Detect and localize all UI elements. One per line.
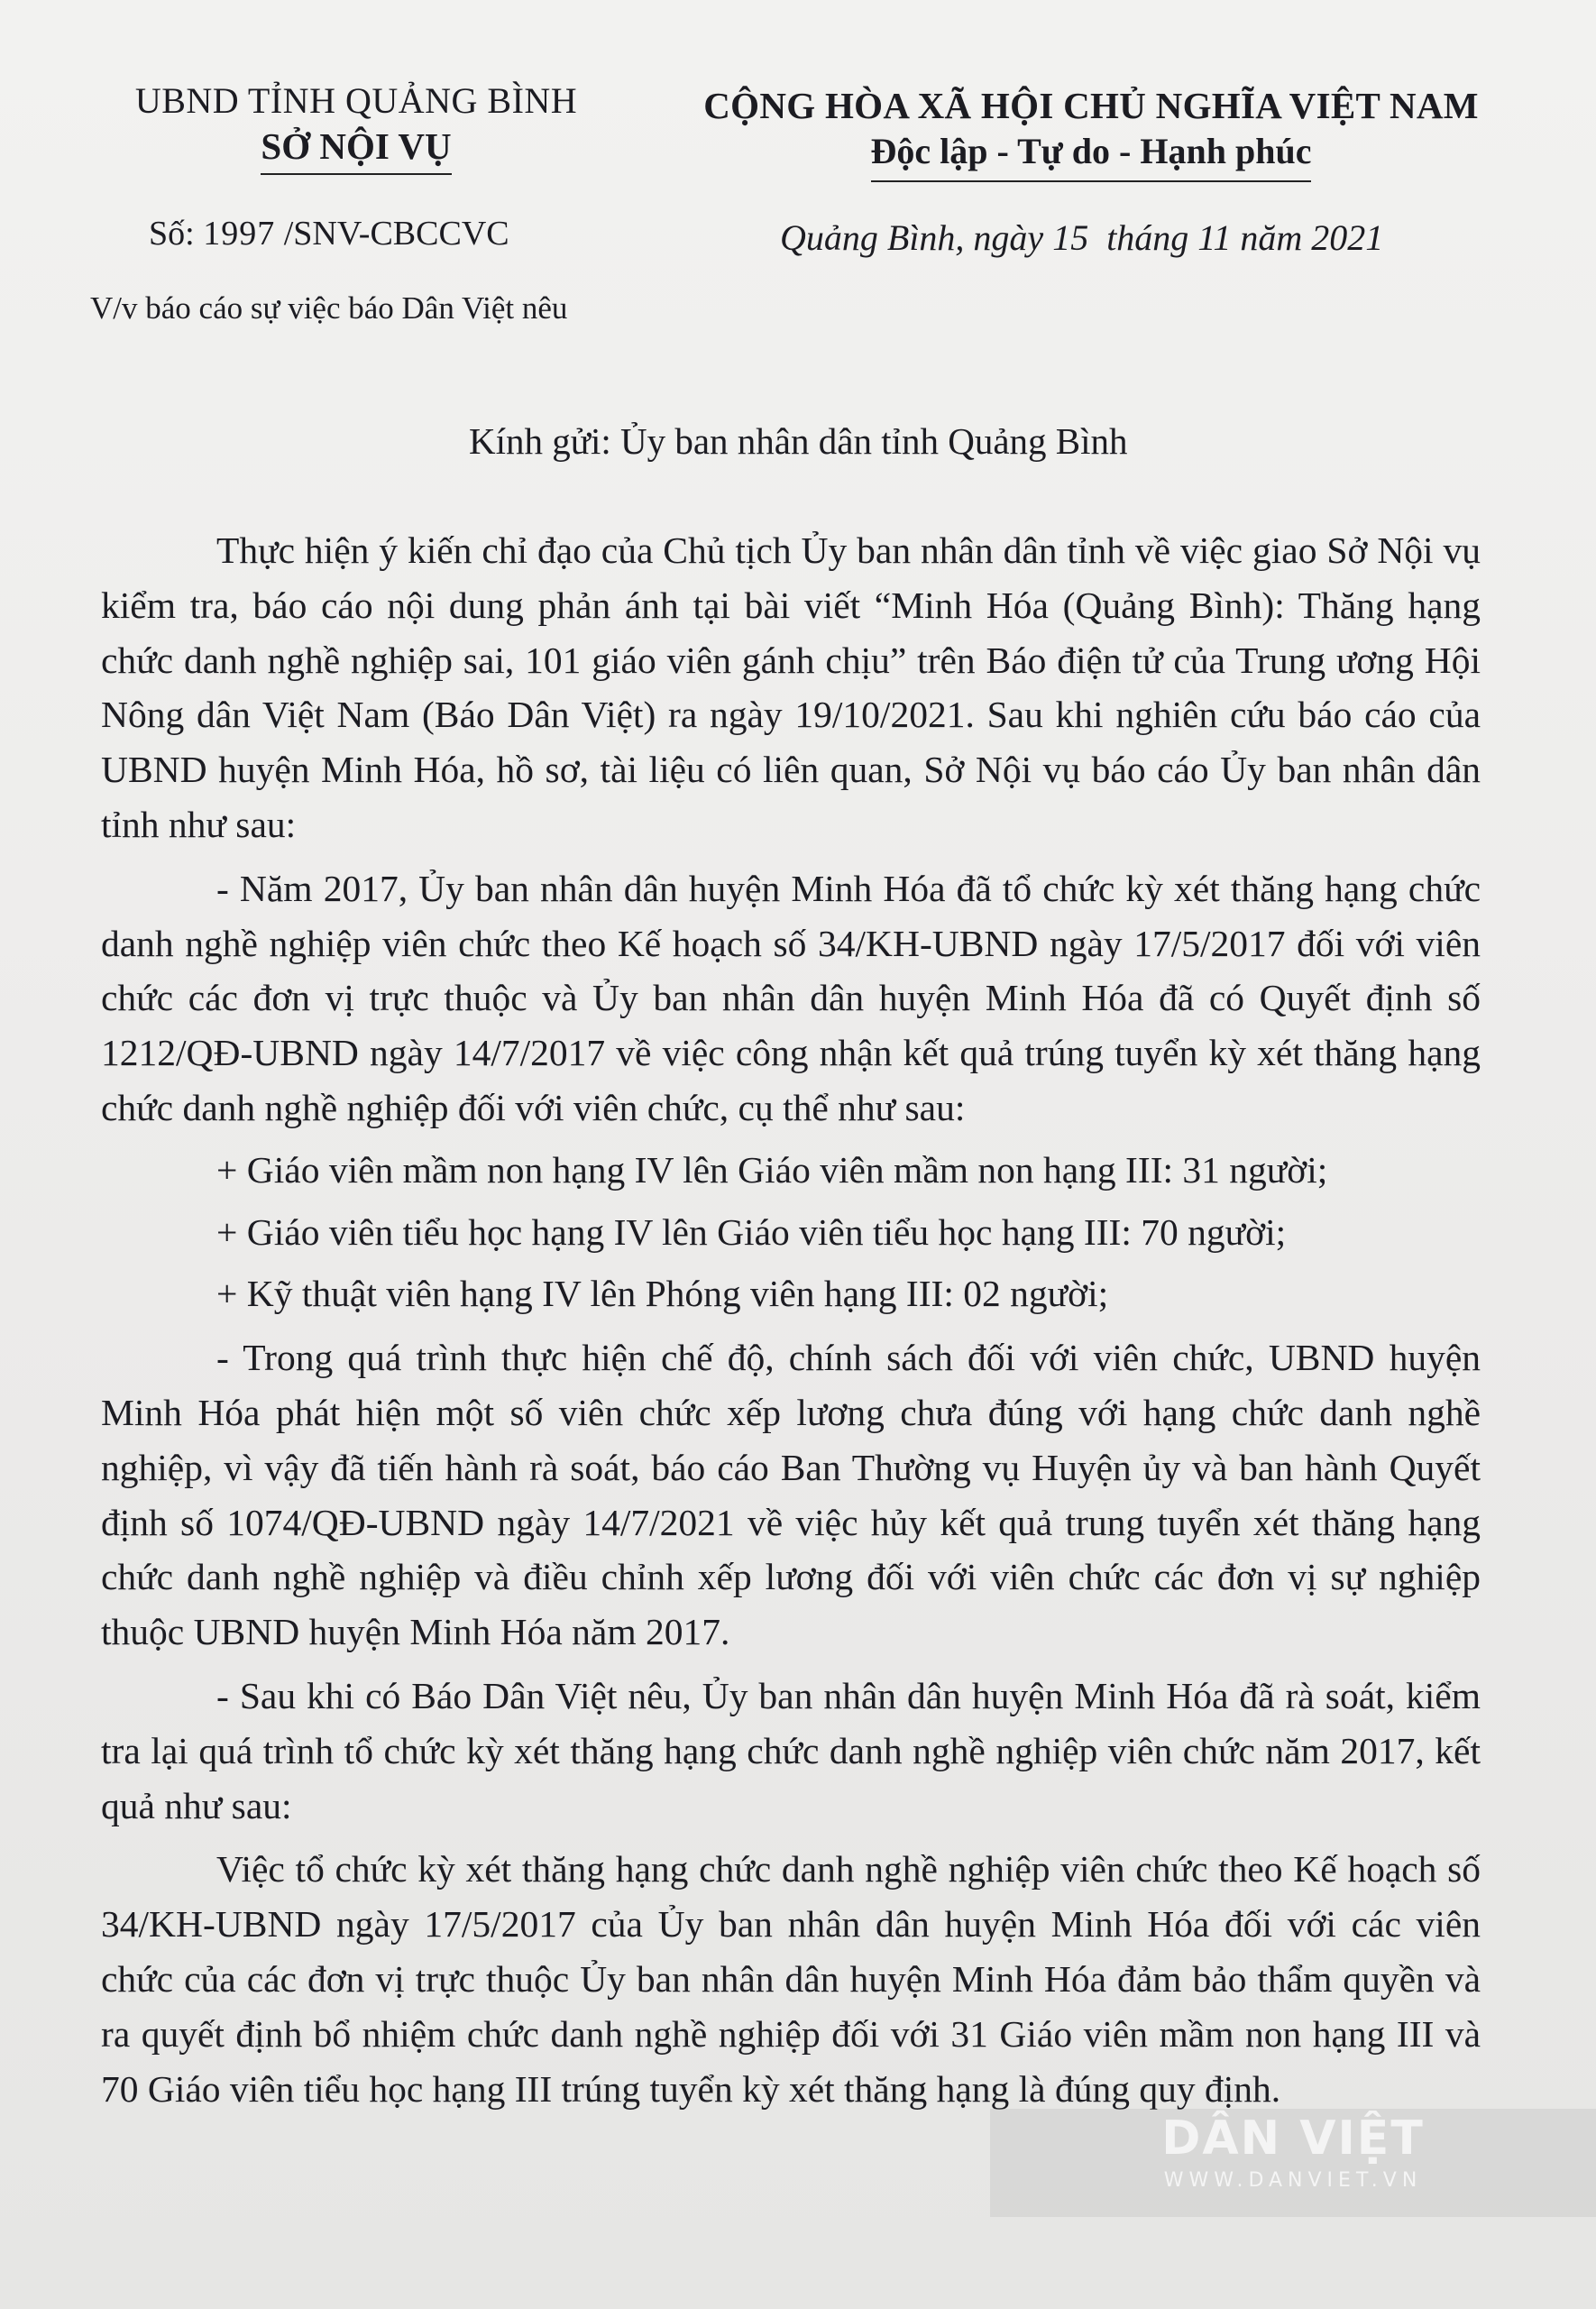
watermark-url: WWW.DANVIET.VN: [1163, 2169, 1423, 2192]
body-paragraph-3: - Trong quá trình thực hiện chế độ, chính sách đối với viên chức, UBND huyện Minh Hóa phát hiện một số viên chức xếp lương chưa đúng với hạng chức danh nghề nghiệp, vì vậy đã tiến hành rà soát, báo cáo Ban Thường vụ Huyện ủy và ban hành Quyết định số 1074/QĐ-UBND ngày 14/7/2021 về việc hủy kết quả trung tuyển xét thăng hạng chức danh nghề nghiệp và điều chỉnh xếp lương đối với viên chức các đơn vị sự nghiệp thuộc UBND huyện Minh Hóa năm 2017.: [101, 1337, 1481, 1653]
document-number-suffix: /SNV-CBCCVC: [275, 215, 509, 253]
national-title-block: [649, 83, 1533, 182]
watermark-brand: DÂN VIỆT: [1161, 2111, 1425, 2166]
issuing-agency-block: [86, 79, 627, 175]
national-motto: Độc lập - Tự do - Hạnh phúc: [871, 128, 1312, 182]
document-body: [101, 523, 1481, 2116]
document-subject: V/v báo cáo sự việc báo Dân Việt nêu: [90, 290, 568, 326]
national-title: CỘNG HÒA XÃ HỘI CHỦ NGHĨA VIỆT NAM: [703, 85, 1479, 126]
document-number-value: 1997: [203, 215, 276, 253]
agency-name: UBND TỈNH QUẢNG BÌNH: [134, 80, 578, 121]
list-item: + Kỹ thuật viên hạng IV lên Phóng viên hạng III: 02 người;: [216, 1273, 1109, 1315]
body-paragraph-5: Việc tổ chức kỳ xét thăng hạng chức danh nghề nghiệp viên chức theo Kế hoạch số 34/KH-UBND ngày 17/5/2017 của Ủy ban nhân dân huyện Minh Hóa đối với các viên chức của các đơn vị trực thuộc Ủy ban nhân dân huyện Minh Hóa đảm bảo thẩm quyền và ra quyết định bổ nhiệm chức danh nghề nghiệp đối với 31 Giáo viên mầm non hạng III và 70 Giáo viên tiểu học hạng III trúng tuyển kỳ xét thăng hạng là đúng quy định.: [101, 1848, 1481, 2110]
department-name: SỞ NỘI VỤ: [261, 123, 451, 175]
body-paragraph-2: - Năm 2017, Ủy ban nhân dân huyện Minh Hóa đã tổ chức kỳ xét thăng hạng chức danh nghề nghiệp viên chức theo Kế hoạch số 34/KH-UBND ngày 17/5/2017 đối với viên chức các đơn vị trực thuộc và Ủy ban nhân dân huyện Minh Hóa đã có Quyết định số 1212/QĐ-UBND ngày 14/7/2017 về việc công nhận kết quả trúng tuyển kỳ xét thăng hạng chức danh nghề nghiệp đối với viên chức, cụ thể như sau:: [101, 867, 1481, 1128]
body-paragraph-4: - Sau khi có Báo Dân Việt nêu, Ủy ban nhân dân huyện Minh Hóa đã rà soát, kiểm tra lại quá trình tổ chức kỳ xét thăng hạng chức danh nghề nghiệp viên chức năm 2017, kết quả như sau:: [101, 1674, 1481, 1826]
document-number: [149, 214, 509, 253]
danviet-watermark: [990, 2109, 1596, 2217]
list-item: + Giáo viên tiểu học hạng IV lên Giáo viên tiểu học hạng III: 70 người;: [216, 1210, 1287, 1253]
body-paragraph-1: Thực hiện ý kiến chỉ đạo của Chủ tịch Ủy ban nhân dân tỉnh về việc giao Sở Nội vụ kiểm tra, báo cáo nội dung phản ánh tại bài viết “Minh Hóa (Quảng Bình): Thăng hạng chức danh nghề nghiệp sai, 101 giáo viên gánh chịu” trên Báo điện tử của Trung ương Hội Nông dân Việt Nam (Báo Dân Việt) ra ngày 19/10/2021. Sau khi nghiên cứu báo cáo của UBND huyện Minh Hóa, hồ sơ, tài liệu có liên quan, Sở Nội vụ báo cáo Ủy ban nhân dân tỉnh như sau:: [101, 529, 1481, 845]
list-item: + Giáo viên mầm non hạng IV lên Giáo viên mầm non hạng III: 31 người;: [216, 1148, 1328, 1191]
document-number-label: Số:: [149, 215, 204, 253]
salutation: Kính gửi: Ủy ban nhân dân tỉnh Quảng Bình: [469, 420, 1128, 462]
place-and-date: Quảng Bình, ngày 15 tháng 11 năm 2021: [780, 217, 1384, 258]
